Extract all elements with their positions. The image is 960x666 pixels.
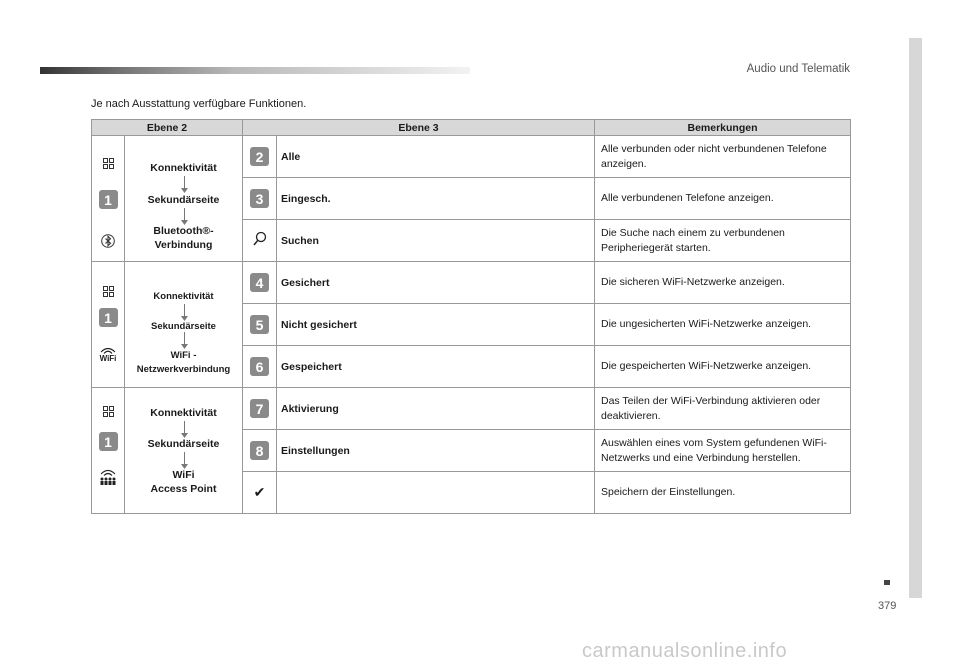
level3-label: Gespeichert [277, 346, 595, 388]
side-strip [909, 38, 922, 598]
level3-label [277, 472, 595, 514]
header-remarks: Bemerkungen [595, 120, 851, 136]
grid-icon [92, 406, 124, 417]
level3-label: Suchen [277, 220, 595, 262]
table-row [92, 136, 851, 178]
level3-label: Nicht gesichert [277, 304, 595, 346]
row-number-cell: 8 [243, 430, 277, 472]
checkmark-icon-cell [243, 472, 277, 514]
group-icons-wifi [92, 262, 125, 388]
row-number-cell: 7 [243, 388, 277, 430]
level3-label: Alle [277, 136, 595, 178]
checkmark-icon: ✔ [253, 484, 266, 500]
table-row [92, 262, 851, 304]
remark-text: Auswählen eines vom System gefundenen WiFi-Netzwerks und eine Verbindung herstellen. [595, 430, 851, 472]
row-number-cell: 3 [243, 178, 277, 220]
wifi-icon: WiFi [92, 346, 124, 363]
intro-text: Je nach Ausstattung verfügbare Funktionen. [91, 98, 307, 110]
search-icon-cell [243, 220, 277, 262]
header-level2: Ebene 2 [92, 120, 243, 136]
level3-label: Gesichert [277, 262, 595, 304]
remark-text: Alle verbundenen Telefone anzeigen. [595, 178, 851, 220]
row-number-cell: 2 [243, 136, 277, 178]
group-icons-hotspot [92, 388, 125, 514]
remark-text: Die sicheren WiFi-Netzwerke anzeigen. [595, 262, 851, 304]
level3-label: Eingesch. [277, 178, 595, 220]
arrow-down-icon [180, 208, 189, 226]
remark-text: Die ungesicherten WiFi-Netzwerke anzeigen. [595, 304, 851, 346]
remark-text: Alle verbunden oder nicht verbundenen Telefone anzeigen. [595, 136, 851, 178]
bluetooth-icon [92, 233, 124, 249]
functions-table [91, 119, 851, 514]
row-number-cell: 6 [243, 346, 277, 388]
table-header-row [92, 120, 851, 136]
header-level3: Ebene 3 [243, 120, 595, 136]
page-marker [884, 580, 890, 585]
level3-label: Einstellungen [277, 430, 595, 472]
group-icons-bluetooth [92, 136, 125, 262]
grid-icon [92, 158, 124, 169]
row-number-cell: 5 [243, 304, 277, 346]
grid-icon [92, 286, 124, 297]
wifi-hotspot-icon [92, 468, 124, 486]
row-number-cell: 4 [243, 262, 277, 304]
remark-text: Die gespeicherten WiFi-Netzwerke anzeigen. [595, 346, 851, 388]
search-icon [252, 238, 268, 250]
group-badge: 1 [92, 190, 124, 209]
remark-text: Die Suche nach einem zu verbundenen Peripheriegerät starten. [595, 220, 851, 262]
arrow-down-icon [180, 176, 189, 194]
arrow-down-icon [180, 452, 189, 470]
remark-text: Speichern der Einstellungen. [595, 472, 851, 514]
page-number: 379 [878, 600, 897, 612]
table-row [92, 388, 851, 430]
group-menu-bluetooth: Konnektivität Sekundärseite Bluetooth®- Verbindung [125, 136, 243, 262]
group-menu-hotspot: Konnektivität Sekundärseite WiFi Access Point [125, 388, 243, 514]
group-badge: 1 [92, 308, 124, 327]
section-title: Audio und Telematik [746, 63, 850, 75]
arrow-down-icon [180, 332, 189, 350]
watermark: carmanualsonline.info [582, 640, 788, 662]
remark-text: Das Teilen der WiFi-Verbindung aktivieren oder deaktivieren. [595, 388, 851, 430]
header-gradient-bar [40, 67, 470, 74]
group-menu-wifi: Konnektivität Sekundärseite WiFi - Netzwerkverbindung [125, 262, 243, 388]
group-badge: 1 [92, 432, 124, 451]
level3-label: Aktivierung [277, 388, 595, 430]
arrow-down-icon [180, 421, 189, 439]
